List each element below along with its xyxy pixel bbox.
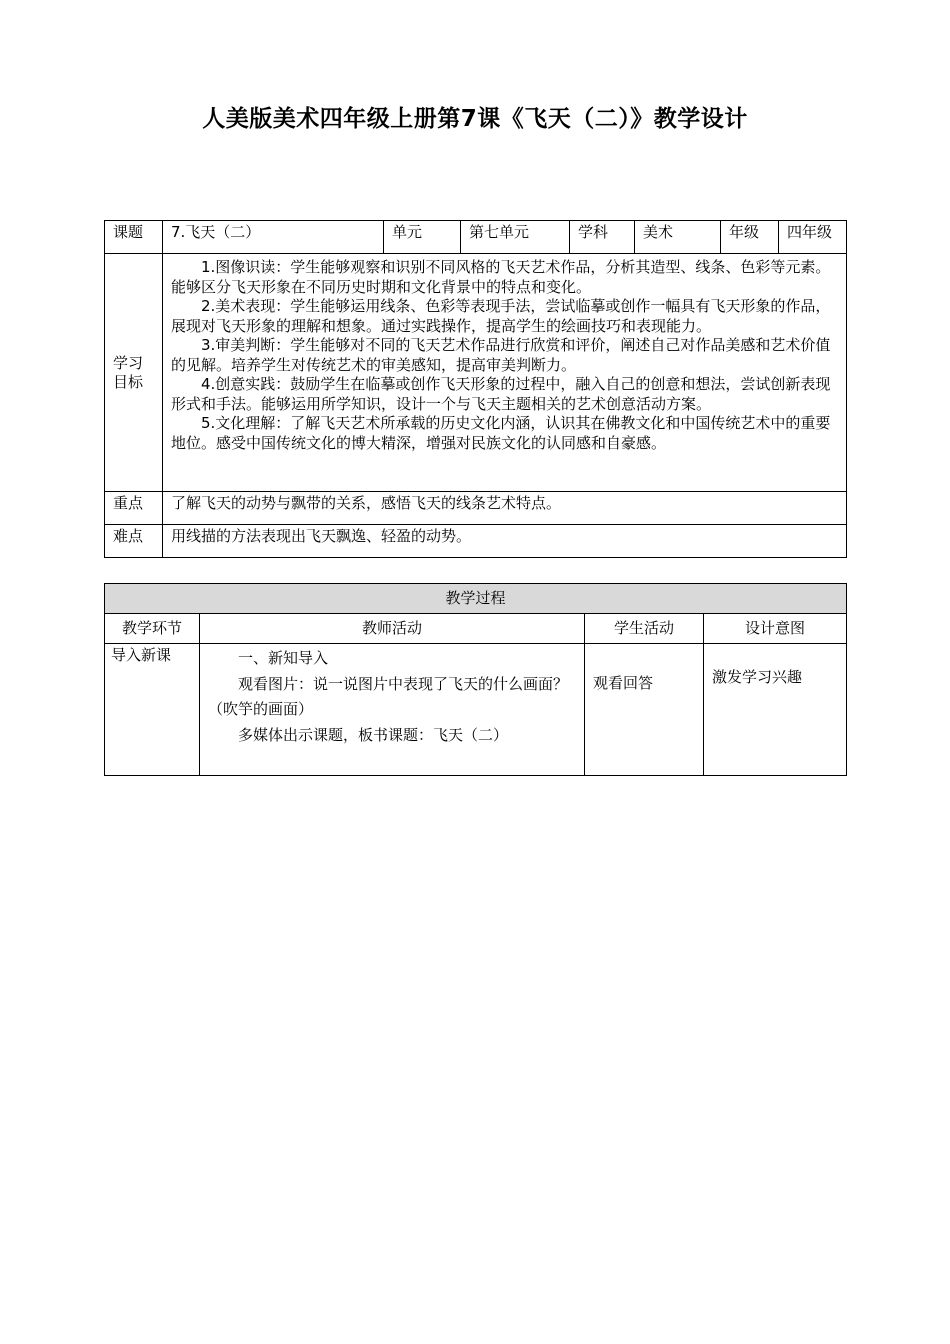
goals-label [105,254,163,492]
key-point-label: 重点 [105,492,163,525]
topic-value: 7.飞天（二） [163,221,384,254]
info-row-difficulty [105,525,847,558]
unit-value: 第七单元 [461,221,570,254]
table-row [105,644,847,776]
unit-label: 单元 [384,221,461,254]
process-header-row [105,584,847,614]
goal-item: 1.图像识读：学生能够观察和识别不同风格的飞天艺术作品，分析其造型、线条、色彩等元素。能够区分飞天形象在不同历史时期和文化背景中的特点和变化。 [171,258,831,296]
column-header-stage: 教学环节 [105,614,200,644]
teacher-line: 一、新知导入 [238,649,329,667]
info-row-topic [105,221,847,254]
process-header: 教学过程 [105,584,847,614]
goal-item: 2.美术表现：学生能够运用线条、色彩等表现手法，尝试临摹或创作一幅具有飞天形象的作品，展现对飞天形象的理解和想象。通过实践操作，提高学生的绘画技巧和表现能力。 [171,297,831,335]
column-header-student: 学生活动 [585,614,704,644]
teaching-process-table [104,583,847,776]
grade-value: 四年级 [779,221,847,254]
stage-cell: 导入新课 [105,644,200,776]
design-intent-cell: 激发学习兴趣 [704,644,847,776]
goals-content [163,254,847,492]
lesson-info-table [104,220,847,558]
teacher-line: 观看图片：说一说图片中表现了飞天的什么画面？（吹竽的画面） [208,674,569,718]
subject-label: 学科 [570,221,635,254]
teacher-line: 多媒体出示课题，板书课题：飞天（二） [238,725,509,744]
info-row-goals [105,254,847,492]
difficulty-label: 难点 [105,525,163,558]
goal-item: 3.审美判断：学生能够对不同的飞天艺术作品进行欣赏和评价，阐述自己对作品美感和艺术价值的见解。培养学生对传统艺术的审美感知，提高审美判断力。 [171,336,831,374]
goal-item: 5.文化理解：了解飞天艺术所承载的历史文化内涵，认识其在佛教文化和中国传统艺术中的重要地位。感受中国传统文化的博大精深，增强对民族文化的认同感和自豪感。 [171,414,831,452]
goals-label-line-2: 目标 [113,372,144,391]
goals-label-line-1: 学习 [113,353,144,372]
subject-value: 美术 [635,221,721,254]
key-point-value: 了解飞天的动势与飘带的关系，感悟飞天的线条艺术特点。 [163,492,847,525]
grade-label: 年级 [721,221,779,254]
teacher-activity-cell [200,644,585,776]
student-activity-cell: 观看回答 [585,644,704,776]
topic-label: 课题 [105,221,163,254]
column-header-intent: 设计意图 [704,614,847,644]
info-row-key-point [105,492,847,525]
process-column-headers [105,614,847,644]
document-title: 人美版美术四年级上册第7课《飞天（二）》教学设计 [202,106,748,132]
column-header-teacher: 教师活动 [200,614,585,644]
goal-item: 4.创意实践：鼓励学生在临摹或创作飞天形象的过程中，融入自己的创意和想法，尝试创新表现形式和手法。能够运用所学知识，设计一个与飞天主题相关的艺术创意活动方案。 [171,375,831,413]
difficulty-value: 用线描的方法表现出飞天飘逸、轻盈的动势。 [163,525,847,558]
